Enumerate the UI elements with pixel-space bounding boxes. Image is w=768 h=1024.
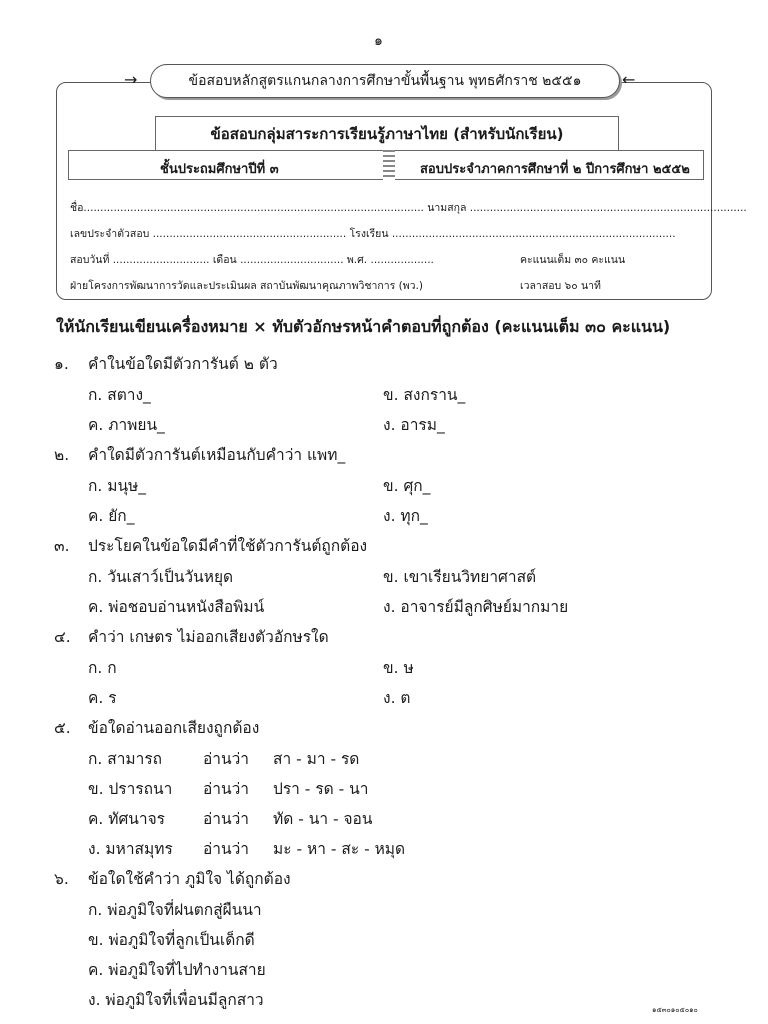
choice: ข. ศุก_ xyxy=(383,477,431,495)
choice: ค. พ่อภูมิใจที่ไปทำงานสาย xyxy=(88,961,266,979)
book-spine-icon xyxy=(383,150,395,180)
choice: ก. ก xyxy=(88,659,117,677)
choice: ข. สงกราน_ xyxy=(383,386,466,404)
choice: ง. อาจารย์มีลูกศิษย์มากมาย xyxy=(383,598,569,616)
choice: ข. ปรารถนา xyxy=(88,780,173,798)
choice: ค. ร xyxy=(88,689,117,707)
footer-code: ๑๕๓๐๑๐๕๐๑๐ xyxy=(652,1006,698,1014)
read-as-label: อ่านว่า xyxy=(203,750,250,768)
read-as-label: อ่านว่า xyxy=(203,780,250,798)
choice: ง. มหาสมุทร xyxy=(88,840,173,858)
arrow-right-icon: ← xyxy=(622,70,636,89)
question-text: ประโยคในข้อใดมีคำที่ใช้ตัวการันต์ถูกต้อง xyxy=(88,537,368,555)
choice: ข. พ่อภูมิใจที่ลูกเป็นเด็กดี xyxy=(88,931,255,949)
question-text: คำในข้อใดมีตัวการันต์ ๒ ตัว xyxy=(88,355,278,373)
choice: ง. ต xyxy=(383,689,411,707)
full-score-label: คะแนนเต็ม ๓๐ คะแนน xyxy=(520,254,626,266)
choice: ก. วันเสาว์เป็นวันหยุด xyxy=(88,568,234,586)
pronunciation: มะ - หา - สะ - หมุด xyxy=(273,840,406,858)
question-text: คำใดมีตัวการันต์เหมือนกับคำว่า แพท_ xyxy=(88,446,346,464)
subject-title: ข้อสอบกลุ่มสาระการเรียนรู้ภาษาไทย (สำหรับนักเรียน) xyxy=(155,116,619,150)
curriculum-banner: ข้อสอบหลักสูตรแกนกลางการศึกษาขั้นพื้นฐาน พุทธศักราช ๒๕๕๑ xyxy=(150,64,620,98)
pronunciation: ปรา - รด - นา xyxy=(273,780,369,798)
date-field: สอบวันที่ ............................. เดือน ............................... พ.ศ. ................... xyxy=(70,254,434,266)
term-label: สอบประจำภาคการศึกษาที่ ๒ ปีการศึกษา ๒๕๕๒ xyxy=(420,162,690,177)
question-number: ๔. xyxy=(54,628,71,646)
instruction: ให้นักเรียนเขียนเครื่องหมาย × ทับตัวอักษรหน้าคำตอบที่ถูกต้อง (คะแนนเต็ม ๓๐ คะแนน) xyxy=(56,317,671,336)
choice: ข. เขาเรียนวิทยาศาสต์ xyxy=(383,568,537,586)
page-number: ๑ xyxy=(374,33,383,49)
choice: ข. ษ xyxy=(383,659,414,677)
question-text: ข้อใดใช้คำว่า ภูมิใจ ได้ถูกต้อง xyxy=(88,870,291,888)
pronunciation: สา - มา - รด xyxy=(273,750,360,768)
question-number: ๒. xyxy=(54,446,70,464)
choice: ง. พ่อภูมิใจที่เพื่อนมีลูกสาว xyxy=(88,991,264,1009)
grade-label: ชั้นประถมศึกษาปีที่ ๓ xyxy=(160,162,279,177)
read-as-label: อ่านว่า xyxy=(203,840,250,858)
choice: ก. สามารถ xyxy=(88,750,163,768)
exam-time-label: เวลาสอบ ๖๐ นาที xyxy=(520,280,601,292)
choice: ก. มนุษ_ xyxy=(88,477,147,495)
org-label: ฝ่ายโครงการพัฒนาการวัดและประเมินผล สถาบันพัฒนาคุณภาพวิชาการ (พว.) xyxy=(70,280,423,292)
choice: ค. ยัก_ xyxy=(88,507,135,525)
id-school-field: เลขประจำตัวสอบ .......................................................... โรงเรียน ..................................................................................... xyxy=(70,228,676,240)
choice: ค. ทัศนาจร xyxy=(88,810,165,828)
name-field: ชื่อ...................................................................................................... นามสกุล ................................................................................... xyxy=(70,202,747,214)
choice: ง. อารม_ xyxy=(383,416,445,434)
choice: ก. สตาง_ xyxy=(88,386,151,404)
question-number: ๓. xyxy=(54,537,70,555)
arrow-left-icon: → xyxy=(124,70,138,89)
choice: ง. ทุก_ xyxy=(383,507,428,525)
question-number: ๕. xyxy=(54,719,71,737)
choice: ค. พ่อชอบอ่านหนังสือพิมน์ xyxy=(88,598,265,616)
question-number: ๖. xyxy=(54,870,69,888)
question-text: ข้อใดอ่านออกเสียงถูกต้อง xyxy=(88,719,260,737)
choice: ค. ภาพยน_ xyxy=(88,416,165,434)
question-text: คำว่า เกษตร ไม่ออกเสียงตัวอักษรใด xyxy=(88,628,329,646)
read-as-label: อ่านว่า xyxy=(203,810,250,828)
choice: ก. พ่อภูมิใจที่ฝนตกสู่ผืนนา xyxy=(88,901,262,919)
question-number: ๑. xyxy=(54,355,69,373)
pronunciation: ทัด - นา - จอน xyxy=(273,810,373,828)
